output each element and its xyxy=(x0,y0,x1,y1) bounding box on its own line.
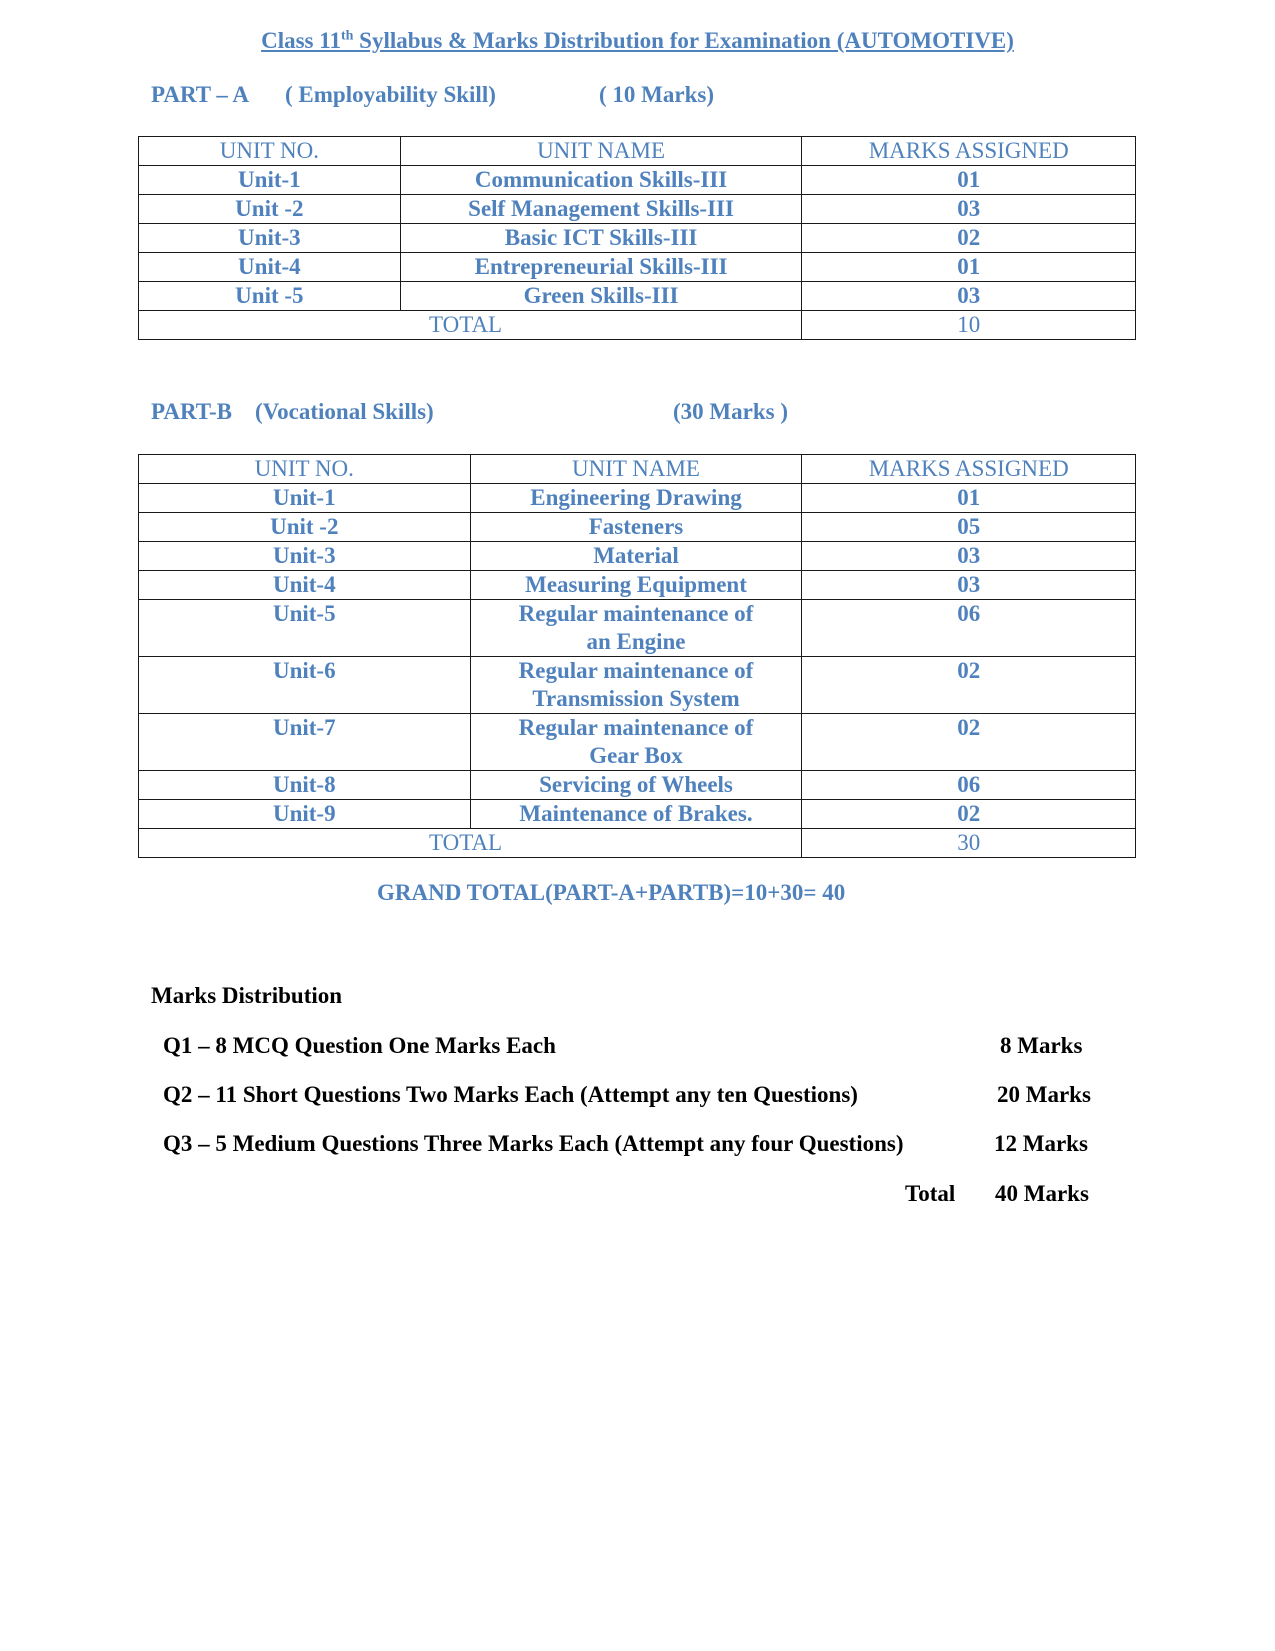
part-a-subject: ( Employability Skill) xyxy=(285,82,496,107)
marks-distribution-heading: Marks Distribution xyxy=(151,983,343,1008)
unit-name: Self Management Skills-III xyxy=(400,195,802,224)
table-row xyxy=(139,771,1136,800)
unit-marks: 03 xyxy=(802,195,1136,224)
table-row xyxy=(139,600,1136,657)
unit-name: Communication Skills-III xyxy=(400,166,802,195)
unit-name: Basic ICT Skills-III xyxy=(400,224,802,253)
total-value: 10 xyxy=(802,311,1136,340)
unit-no: Unit-7 xyxy=(139,714,471,771)
marks-item-question: Q1 – 8 MCQ Question One Marks Each xyxy=(163,1033,556,1058)
part-b-marks: (30 Marks ) xyxy=(673,399,788,424)
unit-name: Entrepreneurial Skills-III xyxy=(400,253,802,282)
unit-no: Unit-1 xyxy=(139,484,471,513)
table-row xyxy=(139,657,1136,714)
part-a-table xyxy=(138,136,1136,340)
unit-name: Measuring Equipment xyxy=(470,571,802,600)
page-title: Class 11th Syllabus & Marks Distribution for Examination (AUTOMOTIVE) xyxy=(261,28,1014,53)
unit-no: Unit-9 xyxy=(139,800,471,829)
unit-marks: 01 xyxy=(802,253,1136,282)
marks-item-value: 20 Marks xyxy=(997,1082,1091,1107)
table-row xyxy=(139,542,1136,571)
table-row xyxy=(139,484,1136,513)
unit-name: Maintenance of Brakes. xyxy=(470,800,802,829)
unit-no: Unit-3 xyxy=(139,224,401,253)
unit-name: Servicing of Wheels xyxy=(470,771,802,800)
marks-item-value: 12 Marks xyxy=(994,1131,1088,1156)
unit-name: Green Skills-III xyxy=(400,282,802,311)
total-row xyxy=(139,311,1136,340)
unit-marks: 02 xyxy=(802,714,1136,771)
marks-item-question: Q3 – 5 Medium Questions Three Marks Each (Attempt any four Questions) xyxy=(163,1131,904,1156)
unit-no: Unit -2 xyxy=(139,513,471,542)
table-row xyxy=(139,282,1136,311)
unit-marks: 03 xyxy=(802,571,1136,600)
header-unit-name: UNIT NAME xyxy=(400,137,802,166)
header-unit-no: UNIT NO. xyxy=(139,137,401,166)
header-marks-assigned: MARKS ASSIGNED xyxy=(802,455,1136,484)
table-row xyxy=(139,513,1136,542)
unit-no: Unit-8 xyxy=(139,771,471,800)
unit-name: Engineering Drawing xyxy=(470,484,802,513)
part-b-label: PART-B xyxy=(151,399,232,424)
unit-name: Regular maintenance of Transmission System xyxy=(470,657,802,714)
table-header-row xyxy=(139,455,1136,484)
total-value: 30 xyxy=(802,829,1136,858)
unit-name: Fasteners xyxy=(470,513,802,542)
part-a-marks: ( 10 Marks) xyxy=(599,82,714,107)
table-row xyxy=(139,166,1136,195)
header-unit-name: UNIT NAME xyxy=(470,455,802,484)
unit-no: Unit-4 xyxy=(139,253,401,282)
total-label: TOTAL xyxy=(139,311,802,340)
unit-marks: 05 xyxy=(802,513,1136,542)
unit-no: Unit-1 xyxy=(139,166,401,195)
table-header-row xyxy=(139,137,1136,166)
marks-total-value: 40 Marks xyxy=(995,1181,1089,1206)
table-row xyxy=(139,800,1136,829)
unit-marks: 06 xyxy=(802,600,1136,657)
total-label: TOTAL xyxy=(139,829,802,858)
unit-no: Unit-4 xyxy=(139,571,471,600)
table-row xyxy=(139,253,1136,282)
unit-no: Unit-3 xyxy=(139,542,471,571)
marks-total-label: Total xyxy=(905,1181,956,1206)
total-row xyxy=(139,829,1136,858)
table-row xyxy=(139,571,1136,600)
unit-name: Regular maintenance of an Engine xyxy=(470,600,802,657)
unit-name: Regular maintenance of Gear Box xyxy=(470,714,802,771)
part-b-table xyxy=(138,454,1136,858)
unit-no: Unit-5 xyxy=(139,600,471,657)
unit-no: Unit-6 xyxy=(139,657,471,714)
unit-marks: 02 xyxy=(802,657,1136,714)
unit-name: Material xyxy=(470,542,802,571)
marks-item-value: 8 Marks xyxy=(1000,1033,1083,1058)
unit-marks: 03 xyxy=(802,542,1136,571)
table-row xyxy=(139,224,1136,253)
header-marks-assigned: MARKS ASSIGNED xyxy=(802,137,1136,166)
unit-marks: 03 xyxy=(802,282,1136,311)
unit-no: Unit -2 xyxy=(139,195,401,224)
unit-no: Unit -5 xyxy=(139,282,401,311)
unit-marks: 06 xyxy=(802,771,1136,800)
unit-marks: 01 xyxy=(802,166,1136,195)
unit-marks: 02 xyxy=(802,800,1136,829)
marks-item-question: Q2 – 11 Short Questions Two Marks Each (Attempt any ten Questions) xyxy=(163,1082,858,1107)
table-row xyxy=(139,714,1136,771)
part-a-label: PART – A xyxy=(151,82,250,107)
part-b-subject: (Vocational Skills) xyxy=(255,399,434,424)
unit-marks: 02 xyxy=(802,224,1136,253)
table-row xyxy=(139,195,1136,224)
grand-total: GRAND TOTAL(PART-A+PARTB)=10+30= 40 xyxy=(377,880,846,905)
header-unit-no: UNIT NO. xyxy=(139,455,471,484)
unit-marks: 01 xyxy=(802,484,1136,513)
